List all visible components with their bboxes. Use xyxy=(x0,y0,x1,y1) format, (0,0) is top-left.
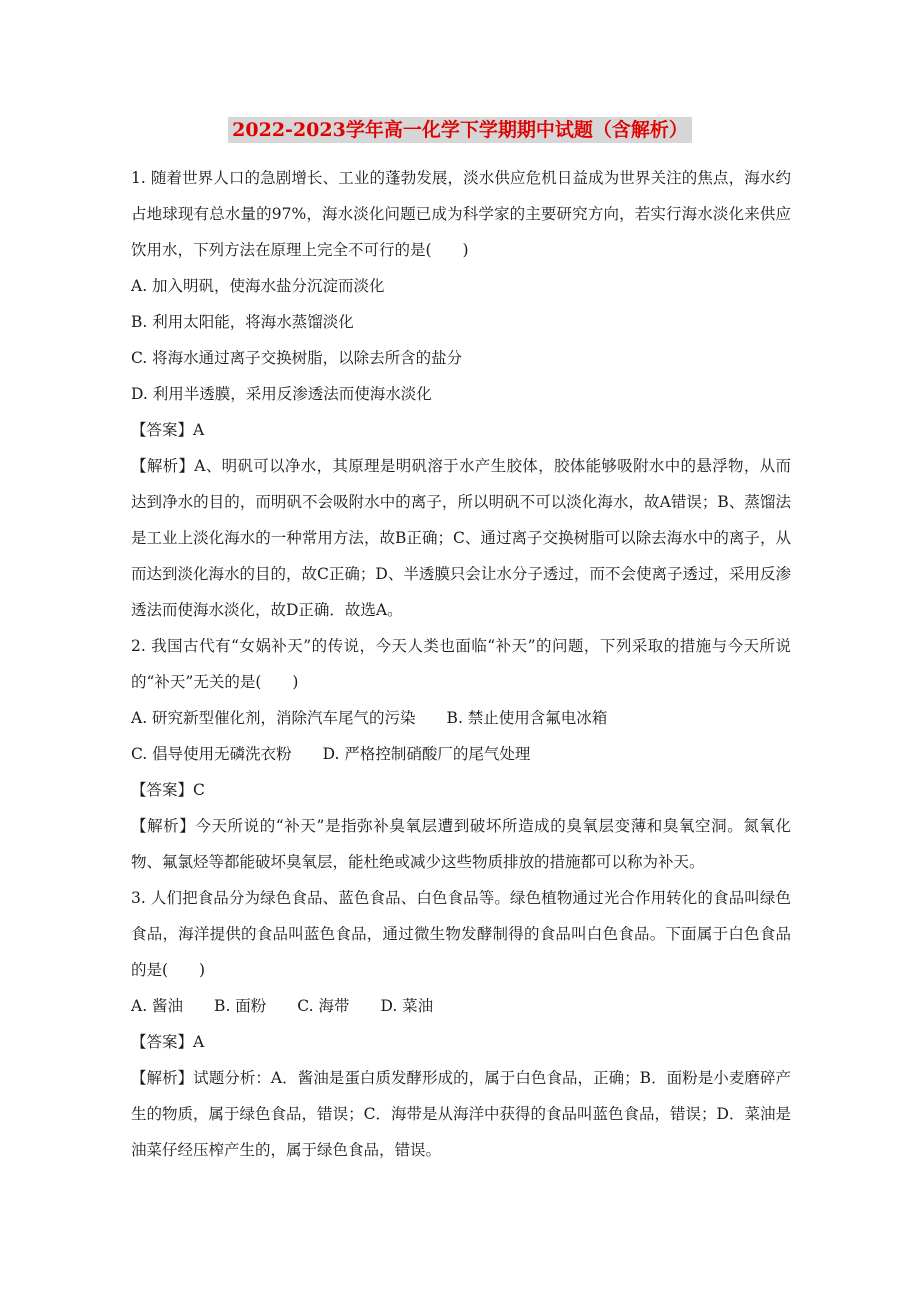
question-1-option-c: C. 将海水通过离子交换树脂，以除去所含的盐分 xyxy=(131,349,463,367)
question-2-options-ab: A. 研究新型催化剂，消除汽车尾气的污染 B. 禁止使用含氟电冰箱 xyxy=(131,709,608,727)
question-2-options-cd: C. 倡导使用无磷洗衣粉 D. 严格控制硝酸厂的尾气处理 xyxy=(131,745,531,763)
question-1-stem: 1. 随着世界人口的急剧增长、工业的蓬勃发展，淡水供应危机日益成为世界关注的焦点，海水约占地球现有总水量的97%，海水淡化问题已成为科学家的主要研究方向，若实行海水淡化来供应饮用水，下列方法在原理上完全不可行的是( ) xyxy=(131,169,791,259)
question-1-analysis: 【解析】A、明矾可以净水，其原理是明矾溶于水产生胶体，胶体能够吸附水中的悬浮物，从而达到净水的目的，而明矾不会吸附水中的离子，所以明矾不可以淡化海水，故A错误；B、蒸馏法是工业上淡化海水的一种常用方法，故B正确；C、通过离子交换树脂可以除去海水中的离子，从而达到淡化海水的目的，故C正确；D、半透膜只会让水分子透过，而不会使离子透过，采用反渗透法而使海水淡化，故D正确．故选A。 xyxy=(131,457,791,619)
question-1-option-a: A. 加入明矾，使海水盐分沉淀而淡化 xyxy=(131,277,385,295)
question-2-analysis: 【解析】今天所说的“补天”是指弥补臭氧层遭到破坏所造成的臭氧层变薄和臭氧空洞。氮氧化物、氟氯烃等都能破坏臭氧层，能杜绝或减少这些物质排放的措施都可以称为补天。 xyxy=(131,817,791,871)
question-list xyxy=(131,160,791,1168)
question-2-answer: 【答案】C xyxy=(131,781,205,799)
document-title xyxy=(0,117,920,143)
question-3-answer: 【答案】A xyxy=(131,1033,205,1051)
question-2-stem: 2. 我国古代有“女娲补天”的传说，今天人类也面临“补天”的问题，下列采取的措施与今天所说的“补天”无关的是( ) xyxy=(131,637,791,691)
question-3-options: A. 酱油 B. 面粉 C. 海带 D. 菜油 xyxy=(131,997,434,1015)
question-1-option-b: B. 利用太阳能，将海水蒸馏淡化 xyxy=(131,313,354,331)
question-3-stem: 3. 人们把食品分为绿色食品、蓝色食品、白色食品等。绿色植物通过光合作用转化的食品叫绿色食品，海洋提供的食品叫蓝色食品，通过微生物发酵制得的食品叫白色食品。下面属于白色食品的是( ) xyxy=(131,889,791,979)
question-3-analysis: 【解析】试题分析：A．酱油是蛋白质发酵形成的，属于白色食品，正确；B．面粉是小麦磨碎产生的物质，属于绿色食品，错误；C．海带是从海洋中获得的食品叫蓝色食品，错误；D．菜油是油菜仔经压榨产生的，属于绿色食品，错误。 xyxy=(131,1069,791,1159)
question-1-answer: 【答案】A xyxy=(131,421,205,439)
title-text: 2022-2023学年高一化学下学期期中试题（含解析） xyxy=(228,117,692,143)
question-1-option-d: D. 利用半透膜，采用反渗透法而使海水淡化 xyxy=(131,385,432,403)
